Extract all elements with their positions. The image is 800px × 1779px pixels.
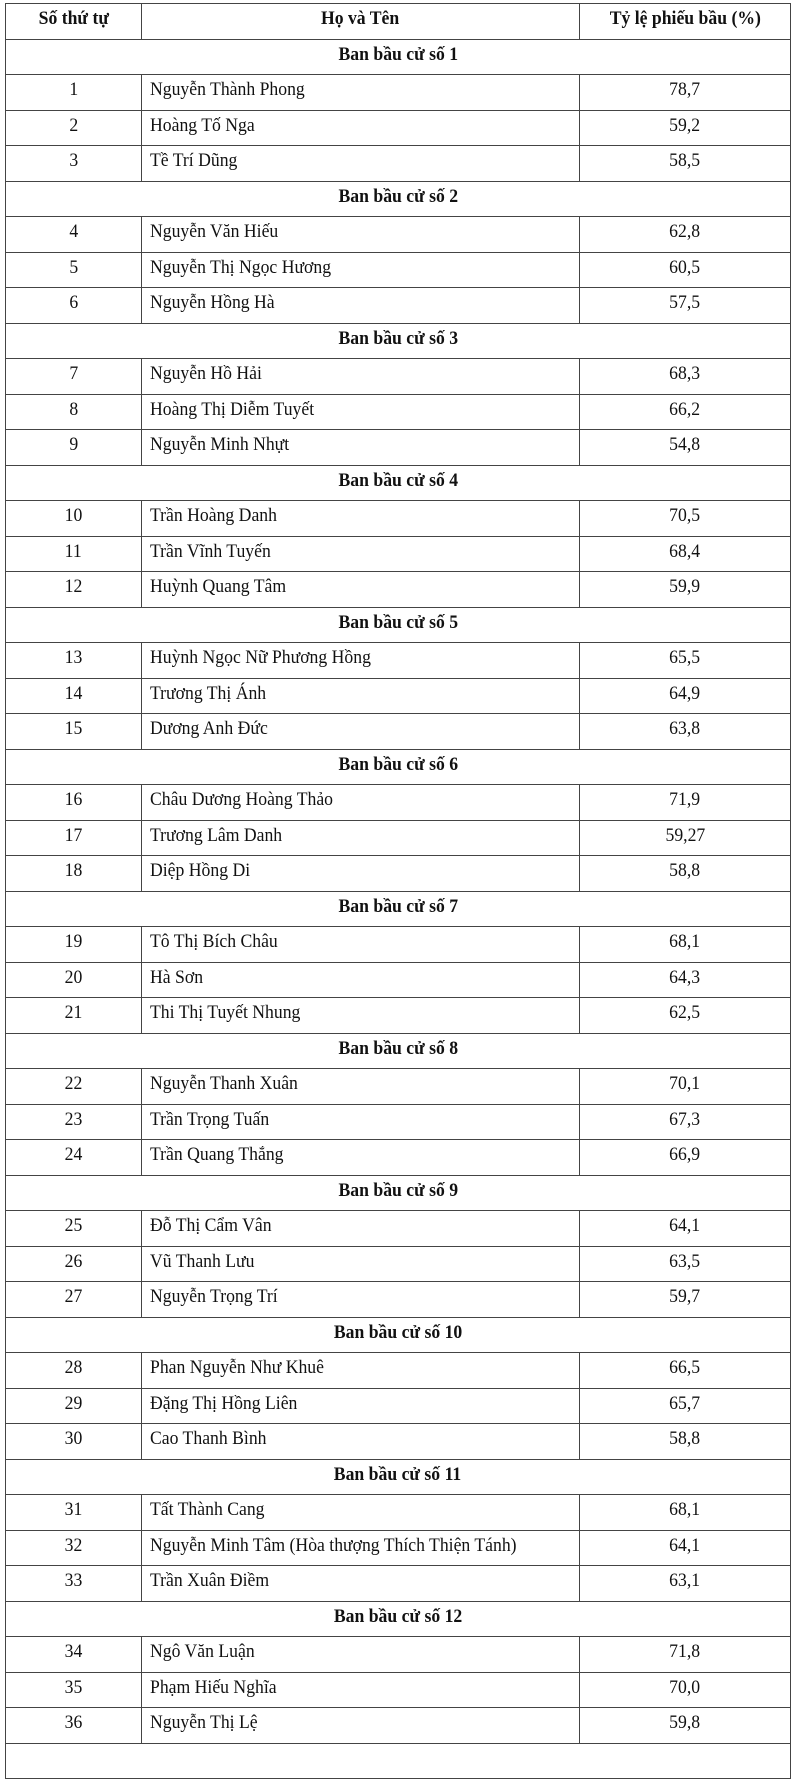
vote-percentage: 58,8	[580, 1424, 791, 1460]
election-results-table	[5, 3, 791, 1779]
candidate-name: Tô Thị Bích Châu	[142, 927, 580, 963]
table-row	[6, 1424, 791, 1460]
vote-percentage: 59,27	[580, 820, 791, 856]
row-number: 20	[6, 962, 142, 998]
candidate-name: Trần Trọng Tuấn	[142, 1104, 580, 1140]
table-row	[6, 501, 791, 537]
section-title: Ban bầu cử số 4	[6, 465, 791, 501]
table-row	[6, 1530, 791, 1566]
section-header-row	[6, 1033, 791, 1069]
candidate-name: Dương Anh Đức	[142, 714, 580, 750]
candidate-name: Vũ Thanh Lưu	[142, 1246, 580, 1282]
section-header-row	[6, 465, 791, 501]
table-row	[6, 1495, 791, 1531]
vote-percentage: 71,8	[580, 1637, 791, 1673]
row-number: 33	[6, 1566, 142, 1602]
vote-percentage: 66,5	[580, 1353, 791, 1389]
section-header-row	[6, 891, 791, 927]
table-row	[6, 1104, 791, 1140]
row-number: 21	[6, 998, 142, 1034]
table-row	[6, 288, 791, 324]
vote-percentage: 66,9	[580, 1140, 791, 1176]
vote-percentage: 78,7	[580, 75, 791, 111]
table-row	[6, 252, 791, 288]
row-number: 27	[6, 1282, 142, 1318]
table-row	[6, 962, 791, 998]
candidate-name: Hoàng Tố Nga	[142, 110, 580, 146]
vote-percentage: 71,9	[580, 785, 791, 821]
candidate-name: Thi Thị Tuyết Nhung	[142, 998, 580, 1034]
section-header-row	[6, 1459, 791, 1495]
row-number: 9	[6, 430, 142, 466]
vote-percentage: 67,3	[580, 1104, 791, 1140]
row-number: 28	[6, 1353, 142, 1389]
table-row	[6, 1282, 791, 1318]
row-number: 17	[6, 820, 142, 856]
vote-percentage: 63,1	[580, 1566, 791, 1602]
vote-percentage: 64,1	[580, 1530, 791, 1566]
vote-percentage: 60,5	[580, 252, 791, 288]
table-row	[6, 927, 791, 963]
vote-percentage: 70,1	[580, 1069, 791, 1105]
vote-percentage: 64,1	[580, 1211, 791, 1247]
row-number: 12	[6, 572, 142, 608]
candidate-name: Huỳnh Quang Tâm	[142, 572, 580, 608]
candidate-name: Ngô Văn Luận	[142, 1637, 580, 1673]
table-row	[6, 998, 791, 1034]
candidate-name: Nguyễn Hồng Hà	[142, 288, 580, 324]
table-row	[6, 820, 791, 856]
table-row	[6, 714, 791, 750]
table-row	[6, 110, 791, 146]
row-number: 16	[6, 785, 142, 821]
table-row	[6, 394, 791, 430]
section-header-row	[6, 607, 791, 643]
row-number: 30	[6, 1424, 142, 1460]
row-number: 29	[6, 1388, 142, 1424]
vote-percentage: 63,8	[580, 714, 791, 750]
vote-percentage: 68,1	[580, 1495, 791, 1531]
candidate-name: Cao Thanh Bình	[142, 1424, 580, 1460]
row-number: 4	[6, 217, 142, 253]
section-header-row	[6, 749, 791, 785]
vote-percentage: 58,8	[580, 856, 791, 892]
candidate-name: Hà Sơn	[142, 962, 580, 998]
vote-percentage: 70,5	[580, 501, 791, 537]
candidate-name: Trần Hoàng Danh	[142, 501, 580, 537]
section-title-partial	[6, 1743, 791, 1779]
section-header-row	[6, 181, 791, 217]
candidate-name: Hoàng Thị Diễm Tuyết	[142, 394, 580, 430]
section-title: Ban bầu cử số 11	[6, 1459, 791, 1495]
candidate-name: Nguyễn Thanh Xuân	[142, 1069, 580, 1105]
row-number: 5	[6, 252, 142, 288]
row-number: 1	[6, 75, 142, 111]
candidate-name: Phan Nguyễn Như Khuê	[142, 1353, 580, 1389]
row-number: 31	[6, 1495, 142, 1531]
header-row	[6, 4, 791, 40]
section-title: Ban bầu cử số 1	[6, 39, 791, 75]
row-number: 32	[6, 1530, 142, 1566]
section-title: Ban bầu cử số 9	[6, 1175, 791, 1211]
row-number: 15	[6, 714, 142, 750]
section-title: Ban bầu cử số 8	[6, 1033, 791, 1069]
section-header-row-partial	[6, 1743, 791, 1779]
candidate-name: Nguyễn Minh Tâm (Hòa thượng Thích Thiện Tánh)	[142, 1530, 580, 1566]
table-row	[6, 1353, 791, 1389]
vote-percentage: 62,5	[580, 998, 791, 1034]
table-row	[6, 1388, 791, 1424]
row-number: 14	[6, 678, 142, 714]
table-row	[6, 75, 791, 111]
section-title: Ban bầu cử số 7	[6, 891, 791, 927]
vote-percentage: 54,8	[580, 430, 791, 466]
row-number: 7	[6, 359, 142, 395]
table-row	[6, 1246, 791, 1282]
table-body	[6, 39, 791, 1779]
row-number: 19	[6, 927, 142, 963]
candidate-name: Tề Trí Dũng	[142, 146, 580, 182]
candidate-name: Nguyễn Minh Nhựt	[142, 430, 580, 466]
candidate-name: Trần Vĩnh Tuyến	[142, 536, 580, 572]
vote-percentage: 64,3	[580, 962, 791, 998]
vote-percentage: 59,8	[580, 1708, 791, 1744]
row-number: 6	[6, 288, 142, 324]
candidate-name: Nguyễn Hồ Hải	[142, 359, 580, 395]
candidate-name: Diệp Hồng Di	[142, 856, 580, 892]
vote-percentage: 66,2	[580, 394, 791, 430]
candidate-name: Huỳnh Ngọc Nữ Phương Hồng	[142, 643, 580, 679]
candidate-name: Trương Lâm Danh	[142, 820, 580, 856]
section-header-row	[6, 1175, 791, 1211]
section-header-row	[6, 323, 791, 359]
vote-percentage: 62,8	[580, 217, 791, 253]
candidate-name: Nguyễn Trọng Trí	[142, 1282, 580, 1318]
table-row	[6, 572, 791, 608]
table-row	[6, 1140, 791, 1176]
table-row	[6, 359, 791, 395]
row-number: 22	[6, 1069, 142, 1105]
candidate-name: Nguyễn Thị Ngọc Hương	[142, 252, 580, 288]
section-title: Ban bầu cử số 3	[6, 323, 791, 359]
table-row	[6, 1637, 791, 1673]
row-number: 23	[6, 1104, 142, 1140]
candidate-name: Đỗ Thị Cẩm Vân	[142, 1211, 580, 1247]
candidate-name: Châu Dương Hoàng Thảo	[142, 785, 580, 821]
candidate-name: Nguyễn Thị Lệ	[142, 1708, 580, 1744]
header-pct: Tỷ lệ phiếu bầu (%)	[580, 4, 791, 40]
table-row	[6, 678, 791, 714]
section-title: Ban bầu cử số 5	[6, 607, 791, 643]
table-row	[6, 1211, 791, 1247]
row-number: 13	[6, 643, 142, 679]
row-number: 2	[6, 110, 142, 146]
vote-percentage: 70,0	[580, 1672, 791, 1708]
vote-percentage: 58,5	[580, 146, 791, 182]
candidate-name: Đặng Thị Hồng Liên	[142, 1388, 580, 1424]
section-header-row	[6, 39, 791, 75]
row-number: 18	[6, 856, 142, 892]
candidate-name: Trương Thị Ánh	[142, 678, 580, 714]
candidate-name: Tất Thành Cang	[142, 1495, 580, 1531]
header-no: Số thứ tự	[6, 4, 142, 40]
section-title: Ban bầu cử số 10	[6, 1317, 791, 1353]
vote-percentage: 68,4	[580, 536, 791, 572]
section-title: Ban bầu cử số 2	[6, 181, 791, 217]
candidate-name: Phạm Hiếu Nghĩa	[142, 1672, 580, 1708]
table-row	[6, 217, 791, 253]
table-row	[6, 146, 791, 182]
vote-percentage: 65,7	[580, 1388, 791, 1424]
row-number: 11	[6, 536, 142, 572]
row-number: 34	[6, 1637, 142, 1673]
vote-percentage: 59,9	[580, 572, 791, 608]
vote-percentage: 68,3	[580, 359, 791, 395]
table-row	[6, 1069, 791, 1105]
candidate-name: Trần Xuân Điềm	[142, 1566, 580, 1602]
section-header-row	[6, 1601, 791, 1637]
header-name: Họ và Tên	[142, 4, 580, 40]
table-row	[6, 536, 791, 572]
candidate-name: Nguyễn Thành Phong	[142, 75, 580, 111]
table-row	[6, 785, 791, 821]
table-row	[6, 856, 791, 892]
row-number: 24	[6, 1140, 142, 1176]
vote-percentage: 59,2	[580, 110, 791, 146]
candidate-name: Nguyễn Văn Hiếu	[142, 217, 580, 253]
row-number: 25	[6, 1211, 142, 1247]
section-header-row	[6, 1317, 791, 1353]
row-number: 36	[6, 1708, 142, 1744]
vote-percentage: 65,5	[580, 643, 791, 679]
candidate-name: Trần Quang Thắng	[142, 1140, 580, 1176]
row-number: 35	[6, 1672, 142, 1708]
table-row	[6, 643, 791, 679]
vote-percentage: 57,5	[580, 288, 791, 324]
table-row	[6, 1566, 791, 1602]
vote-percentage: 68,1	[580, 927, 791, 963]
table-row	[6, 1672, 791, 1708]
row-number: 26	[6, 1246, 142, 1282]
vote-percentage: 64,9	[580, 678, 791, 714]
row-number: 3	[6, 146, 142, 182]
section-title: Ban bầu cử số 12	[6, 1601, 791, 1637]
vote-percentage: 63,5	[580, 1246, 791, 1282]
row-number: 8	[6, 394, 142, 430]
row-number: 10	[6, 501, 142, 537]
table-row	[6, 1708, 791, 1744]
section-title: Ban bầu cử số 6	[6, 749, 791, 785]
table-row	[6, 430, 791, 466]
vote-percentage: 59,7	[580, 1282, 791, 1318]
